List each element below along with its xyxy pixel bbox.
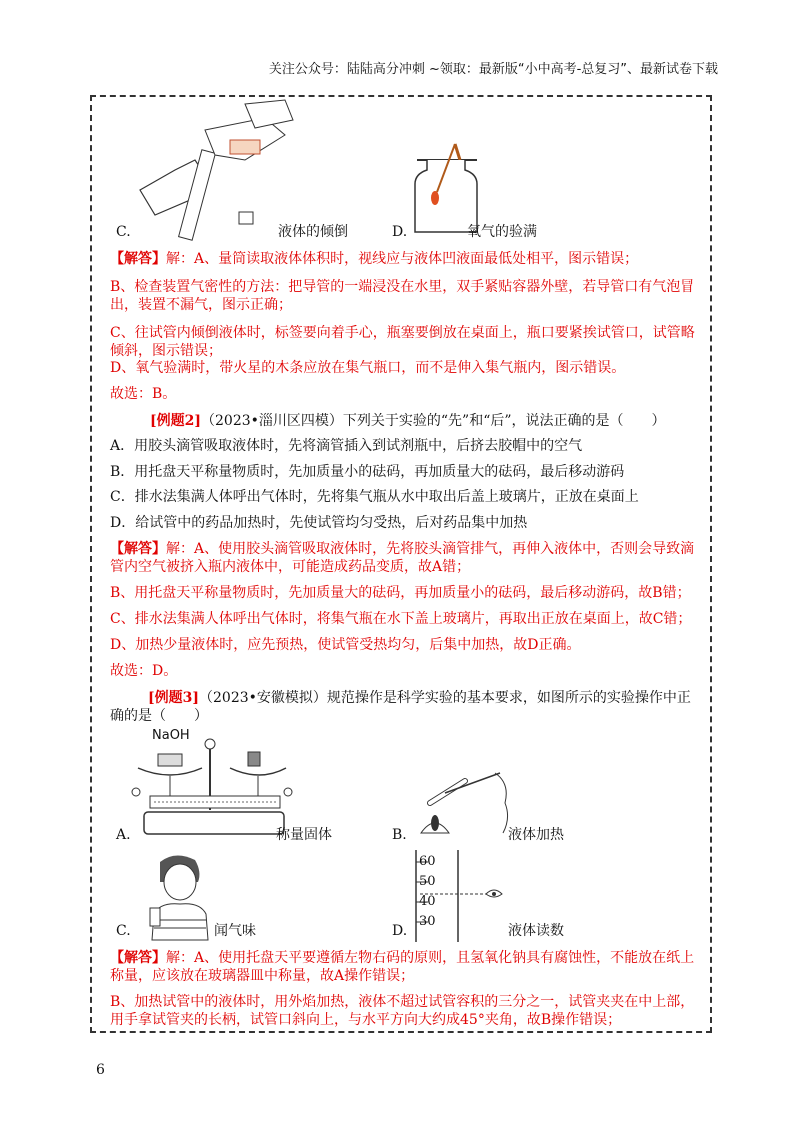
pouring-liquid-figure — [135, 100, 295, 240]
fig-c2-caption: 闻气味 — [214, 923, 256, 939]
oxygen-test-figure — [415, 140, 485, 235]
fig-d-caption: 氧气的验满 — [467, 224, 537, 240]
example3-stem-line2: 确的是（ ） — [110, 708, 208, 724]
heating-liquid-figure — [415, 773, 515, 843]
fig-a-label: A. — [116, 827, 131, 843]
fig-b-caption: 液体加热 — [508, 827, 564, 843]
example2-option-d: D．给试管中的药品加热时，先使试管均匀受热，后对药品集中加热 — [110, 515, 528, 531]
answer1-line2: B、检查装置气密性的方法：把导管的一端浸没在水里，双手紧贴容器外壁，若导管口有气泡冒 — [110, 279, 695, 295]
answer2-line4: C、排水法集满人体呼出气体时，将集气瓶在水下盖上玻璃片，再取出正放在桌面上，故C错； — [110, 611, 692, 627]
answer1-line6: D、氧气验满时，带火星的木条应放在集气瓶口，而不是伸入集气瓶内，图示错误。 — [110, 360, 626, 376]
answer2-line5: D、加热少量液体时，应先预热，使试管受热均匀，后集中加热，故D正确。 — [110, 637, 581, 653]
smelling-figure — [140, 852, 210, 942]
answer3-line4: 用手拿试管夹的长柄，试管口斜向上，与水平方向大约成45°夹角，故B操作错误； — [110, 1012, 622, 1028]
example3-stem-line1: [例题3]（2023•安徽模拟）规范操作是科学实验的基本要求，如图所示的实验操作中正 — [148, 690, 691, 706]
answer1-line7: 故选：B。 — [110, 386, 177, 402]
example2-option-c: C．排水法集满人体呼出气体时，先将集气瓶从水中取出后盖上玻璃片，正放在桌面上 — [110, 489, 639, 505]
naoh-label: NaOH — [152, 728, 190, 743]
answer2-line1: 【解答】解：A、使用胶头滴管吸取液体时，先将胶头滴管排气，再伸入液体中，否则会导致滴 — [110, 541, 695, 557]
fig-d2-label: D. — [392, 923, 408, 939]
fig-a-caption: 称量固体 — [276, 827, 332, 843]
answer1-line4: C、往试管内倾倒液体时，标签要向着手心，瓶塞要倒放在桌面上，瓶口要紧挨试管口，试管略 — [110, 325, 695, 341]
answer1-line1: 【解答】解：A、量筒读取液体体积时，视线应与液体凹液面最低处相平，图示错误； — [110, 251, 639, 267]
balance-figure — [130, 740, 290, 840]
scale-tick-40: 40 — [419, 894, 436, 909]
answer2-line3: B、用托盘天平称量物质时，先加质量大的砝码，再加质量小的砝码，最后移动游码，故B错； — [110, 585, 691, 601]
answer1-line3: 出，装置不漏气，图示正确； — [110, 297, 292, 313]
page-number: 6 — [96, 1062, 105, 1078]
fig-d-label: D. — [392, 224, 408, 240]
example2-option-a: A．用胶头滴管吸取液体时，先将滴管插入到试剂瓶中，后挤去胶帽中的空气 — [110, 438, 583, 454]
answer2-line6: 故选：D。 — [110, 663, 178, 679]
example2-option-b: B．用托盘天平称量物质时，先加质量小的砝码，再加质量大的砝码，最后移动游码 — [110, 464, 625, 480]
fig-d2-caption: 液体读数 — [508, 923, 564, 939]
scale-tick-50: 50 — [419, 874, 436, 889]
answer3-line1: 【解答】解：A、使用托盘天平要遵循左物右码的原则，且氢氧化钠具有腐蚀性，不能放在纸上 — [110, 950, 695, 966]
answer3-line3: B、加热试管中的液体时，用外焰加热，液体不超过试管容积的三分之一，试管夹夹在中上部， — [110, 994, 695, 1010]
answer1-line5: 倾斜，图示错误； — [110, 343, 222, 359]
fig-c-label: C. — [116, 224, 131, 240]
scale-tick-30: 30 — [419, 914, 436, 929]
scale-tick-60: 60 — [419, 854, 436, 869]
answer2-line2: 管内空气被挤入瓶内液体中，可能造成药品变质，故A错； — [110, 559, 471, 575]
fig-c2-label: C. — [116, 923, 131, 939]
fig-b-label: B. — [392, 827, 407, 843]
example2-stem: [例题2]（2023•淄川区四模）下列关于实验的“先”和“后”，说法正确的是（ ） — [150, 413, 666, 429]
page-header: 关注公众号：陆陆高分冲刺 ~领取：最新版“小中高考-总复习”、最新试卷下载 — [268, 62, 718, 77]
fig-c-caption: 液体的倾倒 — [278, 224, 348, 240]
answer3-line2: 称量，应该放在玻璃器皿中称量，故A操作错误； — [110, 968, 415, 984]
